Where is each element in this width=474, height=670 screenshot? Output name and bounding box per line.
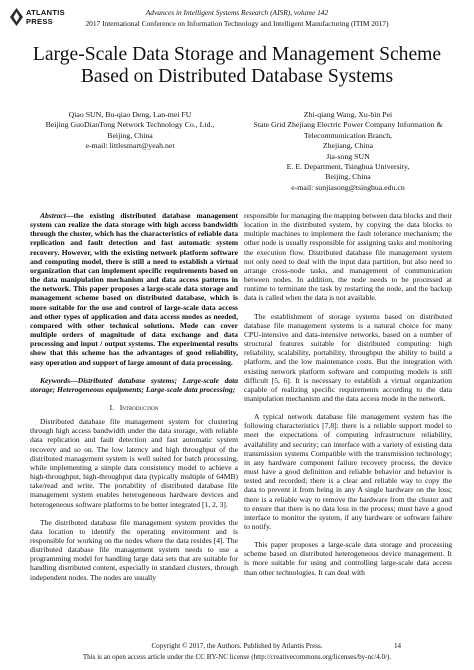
right-column: [244, 211, 452, 586]
license-line: This is an open access article under the CC BY-NC license (http://creativecommons.org/licenses/by-nc/4.0/).: [82, 653, 392, 661]
keywords: [30, 376, 238, 394]
author-block-right: [248, 110, 448, 193]
affiliation: Beijing GuoDianTong Network Technology Co., Ltd.,: [45, 120, 215, 130]
author-block-left: [30, 110, 230, 152]
author-email: e-mail: littlesmart@yeah.net: [85, 141, 175, 151]
section-number: I.: [109, 402, 115, 412]
logo-line-1: ATLANTIS: [26, 8, 65, 17]
body-paragraph: responsible for managing the mapping between data blocks and their location in the distributed system, by copying the data blocks to multiple machines to implement the fault tolerance mechanism; the other node is usually responsible for assigning tasks and monitoring the execution flow. Distributed database file management system not only need to deal with the input data partition, but also need to arrange cross-node tasks, and management of communication between nodes. In addition, the node needs to be processed at runtime to terminate the task by restarting the node, and the backup data is called when the data is not available.: [244, 211, 452, 303]
section-heading: [30, 403, 238, 412]
affiliation: Telecommunication Branch,: [303, 130, 393, 140]
title-line-1: Large-Scale Data Storage and Management Scheme: [32, 44, 442, 65]
body-paragraph: This paper proposes a large-scale data storage and processing scheme based on distributed heterogeneous device management. It is more suitable for using and controlling large-scale data access than other technologies. It can deal with: [244, 540, 452, 577]
logo-line-2: PRESS: [26, 17, 53, 26]
journal-line: Advances in Intelligent Systems Research (AISR), volume 142: [145, 8, 329, 17]
author-names: Zhi-qiang Wang, Xu-bin Pei: [303, 110, 393, 119]
left-column: [30, 211, 238, 591]
affiliation: Zhejiang, China: [322, 141, 374, 151]
title-line-2: Based on Distributed Database Systems: [80, 66, 394, 87]
abstract-text: —the existing distributed database management system can realize the data storage with high access bandwidth through the cluster, which has the characteristics of reliable data replication and fault detection and fast automatic system recovery. However, with the existing network platform software and computing model, there is still a need to establish a virtual organization that can implement specific requirements based on the data manipulation mechanism and data access patterns in the network. This paper proposes a large-scale data storage and management scheme based on distributed database, which is more suitable for the use and control of large-scale data access and other types of application and data access modes as needed, compared with other technical solutions. Mode can cover multiple orders of magnitude of data exchange and data processing and input / output systems. The experimental results show that this scheme has the advantages of good reliability, easy operation and support of large amount of data processing.: [30, 211, 238, 367]
body-paragraph: The distributed database file management system provides the data location to identify the operating environment and is responsible for working on the nodes where the data resides [4]. The distributed database file management system needs to use a programming model for handling large data sets that are suitable for handling distributed content, especially in standard clusters, through independent nodes. The nodes are usually: [30, 517, 238, 582]
section-title: Introduction: [119, 402, 159, 412]
conference-line: 2017 International Conference on Information Technology and Intelligent Manufacturing (ITIM 2017): [85, 19, 389, 28]
copyright-line: Copyright © 2017, the Authors. Published by Atlantis Press.: [151, 642, 323, 650]
affiliation: Beijing, China: [107, 130, 153, 140]
paper-title: [0, 44, 474, 88]
abstract: [30, 211, 238, 367]
body-paragraph: Distributed database file management system for clustering through high access bandwidth under the data storage, with reliable data replication and fault detection and fast automatic system recovery and so on. The low latency and high throughput of the distributed management system is well suited for batch processing, while implementing a simple data consistency model to achieve a high-throughput, high-throughput data (typically multiple of 64MB) take/read and write. The portability of distributed database file management system enables heterogeneous hardware devices and heterogeneous software platforms to be better integrated [1, 2, 3].: [30, 417, 238, 509]
body-paragraph: The establishment of storage systems based on distributed database file management systems is a natural choice for many CPU-intensive and data-intensive networks, based on a number of structural features suitable for distributed computing: high reliability, scalability, portability, throughput the ability to build a platform, and the low maintenance costs. But the integration with existing network platform software and computing models is still difficult [5, 6]. It is necessary to establish a virtual organization capable of realizing specific requirements according to the data manipulation mechanism and the data access mode in the network.: [244, 311, 452, 403]
body-paragraph: A typical network database file management system has the following characteristics [7,8]: there is a reliable support model to meet the expectations of computing infrastructure reliability, availability and security; can interface with a variety of existing data transmission systems Compatible with the transmission technology; in any hardware component failure recovery process, the device must have a good definition and reliable behavior and behavior is tested and recorded; there is a clear and reliable way to copy the data to prevent it from being in any A single hardware on the loss; there is a reliable way to remove the hardware from the cluster and to ensure that there is no data loss in the process; must have a good interface to monitor the system, if any hardware or software failure to notify.: [244, 412, 452, 531]
keywords-text: —Distributed database systems; Large-scale data storage; Heterogeneous equipments; Large-scale data processing;: [30, 375, 238, 394]
affiliation: State Grid Zhejiang Electric Power Company Information &: [253, 120, 443, 130]
affiliation: E. E. Department, Tsinghua University,: [286, 162, 410, 172]
author-names: Qiao SUN, Bu-qiao Deng, Lan-mei FU: [68, 110, 192, 119]
keywords-label: Keywords: [40, 375, 71, 385]
author-email: e-mail: sunjiasong@tsinghua.edu.cn: [291, 182, 405, 192]
affiliation: Beijing, China: [325, 172, 371, 182]
abstract-label: Abstract: [40, 211, 66, 220]
author-names: Jia-song SUN: [326, 151, 370, 161]
page-number: 14: [394, 642, 402, 650]
